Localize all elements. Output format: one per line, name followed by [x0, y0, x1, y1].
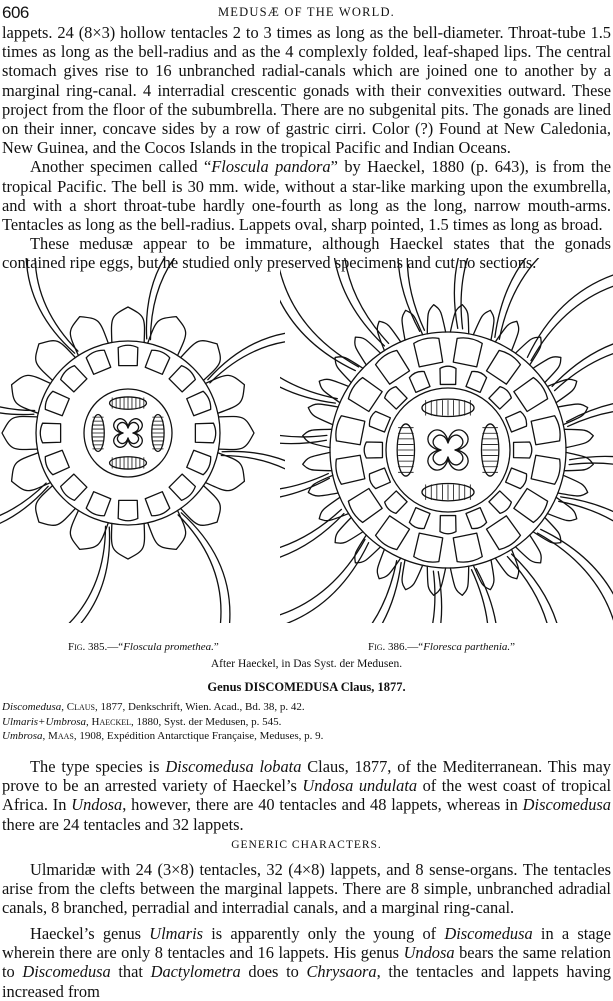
tentacle	[512, 554, 564, 623]
floresca-parthenia-drawing	[280, 258, 613, 623]
canal-cell	[348, 488, 382, 522]
lappet	[335, 518, 363, 544]
synonymy-list	[2, 700, 323, 744]
tentacle	[359, 571, 435, 623]
canal-cell	[195, 423, 215, 443]
canal-cell	[506, 411, 527, 432]
lappet	[111, 524, 144, 559]
tentacle	[561, 497, 613, 609]
canal-cell	[86, 492, 111, 516]
canal-cell	[376, 350, 410, 384]
text-span: ” by Haeckel, 1880 (p. 643), is from the tropical Pacific. The bell is 30 mm. wide, without a star-like marking upon the exumbrella, and with a short throat-tube hardly one-fourth as long as the long, narrow mouth-arms. Tentacles as long as the bell-radius. Lappets oval, sharp pointed, 1.5 times as long as broad.	[2, 157, 611, 235]
canal-cell	[40, 423, 60, 443]
canal-cell	[486, 350, 520, 384]
canal-cell	[376, 516, 410, 550]
paragraph	[2, 924, 611, 1001]
lappet	[427, 305, 445, 334]
text-span: , however, there are 40 tentacles and 48 lappets, whereas in	[122, 795, 523, 815]
canal-cell	[169, 366, 195, 392]
genus-name: Undosa	[71, 795, 123, 815]
tentacle	[280, 361, 327, 437]
lappet	[377, 321, 400, 350]
lappet	[111, 307, 144, 342]
lappet	[36, 486, 76, 526]
canal-cell	[514, 488, 548, 522]
tentacle	[559, 501, 613, 621]
text-span: of the west coast of tropical Africa. In	[2, 776, 612, 815]
tentacle	[222, 451, 285, 522]
page-number: 606	[2, 3, 29, 22]
tentacle	[280, 375, 326, 444]
generic-characters-p1	[2, 860, 611, 918]
tentacle	[555, 345, 613, 390]
canal-cell	[336, 455, 365, 484]
caption-species: Floresca parthenia.	[423, 641, 511, 653]
tentacle	[569, 463, 613, 539]
generic-characters-p2	[2, 924, 611, 1001]
species-name: Undosa undulata	[302, 776, 418, 796]
genus-name: Undosa	[403, 943, 455, 963]
species-name: Discomedusa lobata	[165, 757, 302, 776]
tentacle	[280, 258, 359, 367]
lappet	[533, 357, 561, 383]
tentacle	[146, 258, 217, 339]
canal-cell	[531, 416, 560, 445]
text-span: Claus, 1877, of the Mediterranean. This may prove to be an arrested variety of Haeckel’s	[2, 757, 611, 796]
canal-cell	[531, 455, 560, 484]
canal-cell	[187, 450, 211, 475]
tentacle	[461, 258, 537, 329]
tentacle	[221, 455, 285, 533]
canal-cell	[409, 508, 430, 529]
canal-cell	[45, 391, 69, 416]
tentacle	[499, 258, 613, 339]
lappet	[303, 429, 332, 447]
lappet	[547, 497, 576, 520]
synonymy-entry: Ulmaris+Umbrosa, Haeckel, 1880, Syst. der Medusen, p. 545.	[2, 715, 282, 728]
canal-cell	[440, 366, 456, 384]
canal-cell	[348, 378, 382, 412]
running-head: MEDUSÆ OF THE WORLD.	[217, 5, 396, 19]
taxon: Discomedusa	[2, 701, 62, 713]
ring-canal	[36, 341, 220, 525]
paragraph-floscula-pandora	[2, 157, 611, 234]
lappet	[181, 341, 221, 381]
text-span: The type species is	[30, 757, 166, 776]
canal-cell	[514, 442, 532, 458]
lappet	[319, 497, 348, 520]
genus-name: Discomedusa	[522, 795, 611, 815]
tentacle	[373, 572, 442, 623]
author: Haeckel	[91, 715, 132, 728]
genus-name: Discomedusa	[444, 924, 533, 943]
canal-cell	[118, 500, 138, 520]
canal-cell	[440, 516, 456, 534]
canal-cell	[409, 371, 430, 392]
canal-cell	[169, 474, 195, 500]
canal-cell	[118, 345, 138, 365]
lappet	[36, 341, 76, 381]
canal-cell	[145, 492, 170, 516]
canal-cell	[453, 533, 482, 562]
tentacle	[181, 513, 230, 623]
caption-close: ”	[510, 641, 516, 653]
lappet	[516, 535, 542, 563]
tentacle	[280, 258, 355, 371]
canal-cell	[86, 350, 111, 374]
genus-name: Discomedusa	[22, 962, 111, 982]
canal-cell	[453, 338, 482, 367]
tentacle	[552, 335, 613, 387]
taxon: Ulmaris+Umbrosa	[2, 715, 87, 728]
text-span: that	[110, 962, 151, 982]
canal-cell	[61, 474, 87, 500]
text-span: there are 24 tentacles and 32 lappets.	[2, 814, 244, 834]
canal-cell	[45, 450, 69, 475]
lappet	[564, 429, 593, 447]
paragraph: Ulmaridæ with 24 (3×8) tentacles, 32 (4×8) lappets, and 8 sense-organs. The tentacles arise from the clefts between the marginal lappets. There are 8 simple, unbranched adradial canals, 8 branched, perradial and interradial canals, and a marginal ring-canal.	[2, 860, 611, 918]
lappet	[2, 416, 37, 449]
genus-heading: Genus DISCOMEDUSA Claus, 1877.	[207, 680, 406, 694]
floscula-promethea-drawing	[0, 258, 285, 623]
tentacle	[531, 276, 613, 360]
genus-name: Dactylometra	[150, 962, 241, 982]
tentacle	[343, 258, 388, 343]
citation: , 1880, Syst. der Medusen, p. 545.	[131, 715, 282, 728]
text-span: Another specimen called “	[30, 157, 212, 177]
lappet	[219, 416, 254, 449]
paragraph-description: lappets. 24 (8×3) hollow tentacles 2 to 3 times as long as the bell-diameter. Throat-tube 1.5 times as long as the bell-radius and as the 4 complexly folded, leaf-shaped lips. The central stomach gives rise to 16 unbranched radial-canals which are joined one to another by a marginal ring-canal. 4 interradial crescentic gonads with their convexities outward. These project from the floor of the subumbrella. There are no subgenital pits. The gonads are lined on their inner, concave sides by a row of gastric cirri. Color (?) Found at New Caledonia, New Guinea, and the Cocos Islands in the tropical Pacific and Indian Oceans.	[2, 23, 611, 158]
caption-close: ”	[213, 641, 219, 653]
synonymy-entry: Discomedusa, Claus, 1877, Denkschrift, Wien. Acad., Bd. 38, p. 42.	[2, 701, 305, 713]
canal-cell	[187, 391, 211, 416]
canal-cell	[506, 468, 527, 489]
canal-cell	[145, 350, 170, 374]
ring-canal	[330, 332, 566, 568]
tentacle	[280, 514, 344, 566]
caption-label: Fig. 386.—“	[368, 641, 424, 653]
lappet	[495, 321, 518, 350]
caption-label: Fig. 385.—“	[68, 641, 124, 653]
lappet	[495, 549, 518, 578]
canal-cell	[466, 508, 487, 529]
lappet	[450, 566, 468, 595]
lappet	[427, 566, 445, 595]
figure-area	[0, 258, 613, 623]
top-text-block	[2, 23, 611, 273]
genus-name: Ulmaris	[149, 924, 204, 943]
tentacle	[0, 486, 48, 535]
lappet	[303, 452, 332, 470]
text-span: , the tentacles and lappets having increased from	[2, 962, 611, 1001]
text-span: bears the same relation to	[2, 943, 611, 982]
species-name: Floscula pandora	[211, 157, 331, 177]
type-species-paragraph	[2, 757, 611, 834]
mouth-cross-outline	[428, 430, 468, 470]
citation: , 1877, Denkschrift, Wien. Acad., Bd. 38, p. 42.	[95, 701, 305, 713]
canal-cell	[364, 442, 382, 458]
paragraph-immature: These medusæ appear to be immature, although Haeckel states that the gonads contained ripe eggs, but he studied only preserved specimens and cut no sections.	[2, 234, 611, 273]
text-span: Haeckel’s genus	[30, 924, 150, 943]
lappet	[564, 452, 593, 470]
tentacle	[28, 526, 106, 623]
text-span: does to	[240, 962, 307, 982]
tentacle	[0, 333, 35, 411]
canal-cell	[414, 533, 443, 562]
figure-caption-385	[68, 641, 219, 653]
taxon: Umbrosa	[2, 730, 43, 743]
genus-name: Chrysaora	[306, 962, 377, 982]
text-span: in a stage wherein there are only 8 tentacles and 16 lappets. His genus	[2, 924, 612, 963]
lappet	[377, 549, 400, 578]
tentacle	[150, 258, 228, 340]
lappet	[450, 305, 468, 334]
tentacle	[280, 291, 335, 403]
tentacle	[507, 557, 552, 623]
tentacle	[398, 258, 432, 331]
canal-cell	[369, 468, 390, 489]
author: Claus	[66, 701, 96, 713]
caption-species: Floscula promethea.	[123, 641, 214, 653]
figure-credit: After Haeckel, in Das Syst. der Medusen.	[210, 658, 403, 670]
figure-caption-386	[368, 641, 515, 653]
citation: , 1908, Expédition Antarctique Française, Meduses, p. 9.	[73, 730, 324, 743]
synonymy-entry: Umbrosa, Maas, 1908, Expédition Antarctique Française, Meduses, p. 9.	[2, 730, 324, 743]
tentacle	[537, 533, 613, 623]
lappet	[547, 379, 576, 402]
lappet	[181, 486, 221, 526]
canal-cell	[336, 416, 365, 445]
lappet	[355, 337, 381, 365]
canal-cell	[466, 371, 487, 392]
paragraph	[2, 757, 611, 834]
canal-cell	[486, 516, 520, 550]
lappet	[319, 379, 348, 402]
canal-cell	[414, 338, 443, 367]
section-heading: GENERIC CHARACTERS.	[231, 839, 382, 851]
tentacle	[280, 509, 341, 554]
canal-cell	[514, 378, 548, 412]
canal-cell	[61, 366, 87, 392]
author: Maas	[48, 730, 74, 743]
tentacle	[280, 561, 397, 623]
canal-cell	[369, 411, 390, 432]
text-span: is apparently only the young of	[203, 924, 445, 943]
mouth-cross-outline	[114, 419, 143, 448]
